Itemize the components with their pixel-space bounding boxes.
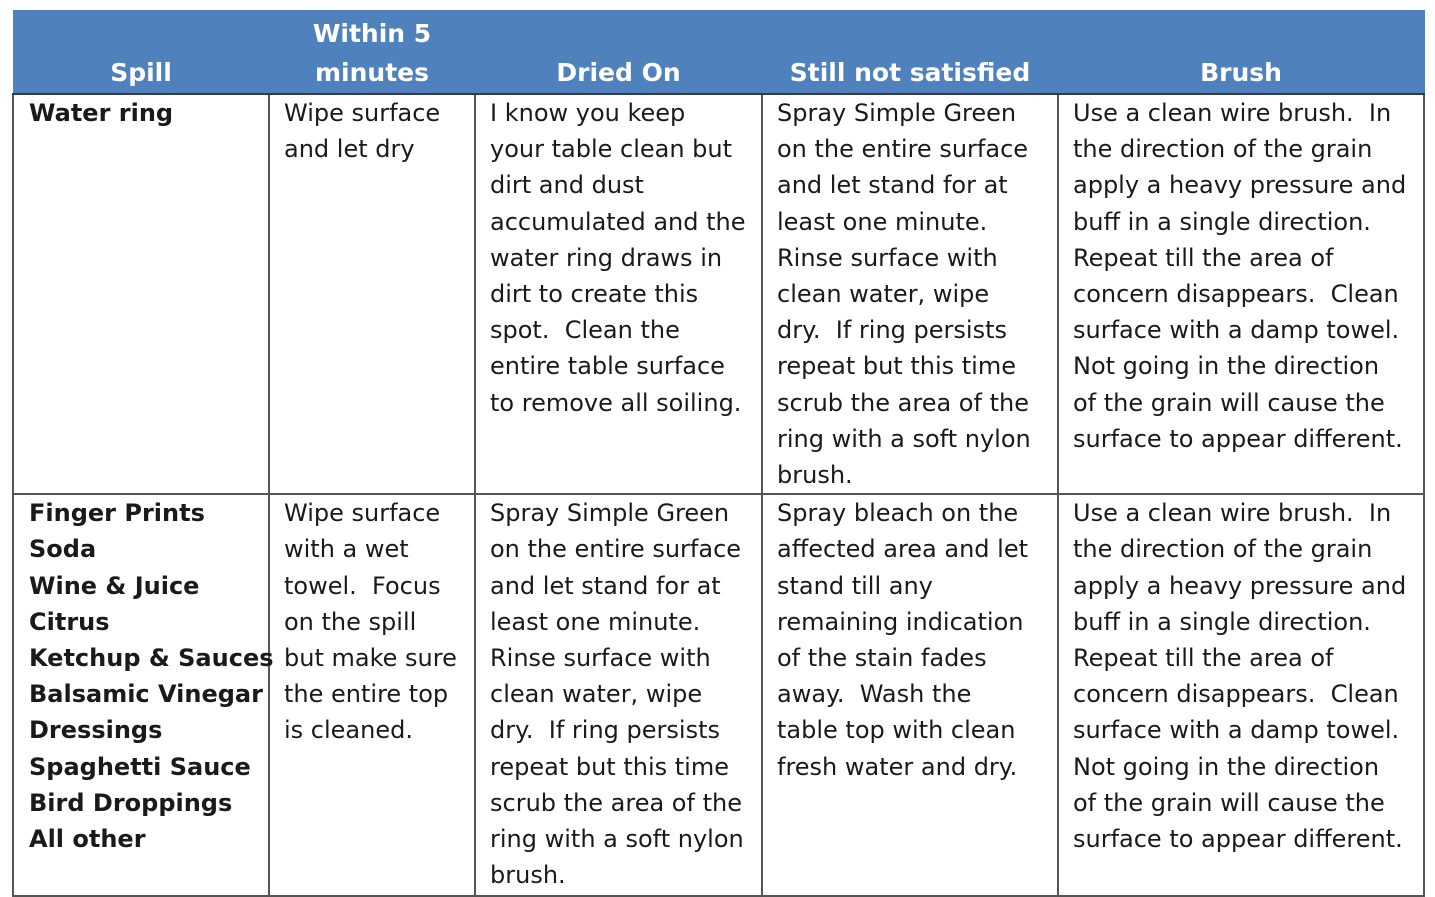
- cell-text-line: Not going in the direction: [1073, 352, 1380, 381]
- cell-text-line: of the grain will cause the: [1073, 788, 1385, 817]
- cell-text-line: the entire top: [284, 680, 449, 709]
- cell-text-line: on the entire surface: [490, 535, 742, 564]
- cell-text-line: apply a heavy pressure and: [1073, 171, 1407, 200]
- cell-text-line: Bird Droppings: [29, 788, 233, 817]
- cell-text-line: least one minute.: [490, 607, 701, 636]
- cell-text-line: dry. If ring persists: [490, 716, 720, 745]
- cell-text-line: Repeat till the area of: [1073, 243, 1334, 272]
- spill-cleaning-table: [12, 10, 1425, 897]
- header-dried-on: Dried On: [475, 10, 762, 94]
- cell-text-line: I know you keep: [490, 99, 686, 127]
- cell-text-line: concern disappears. Clean: [1073, 280, 1399, 309]
- cell-text-line: clean water, wipe: [490, 680, 703, 709]
- cell-text-line: Wine & Juice: [29, 571, 200, 600]
- cell-text-line: your table clean but: [490, 135, 733, 164]
- spill-cell: [13, 494, 274, 896]
- cell-text-line: Spray Simple Green: [777, 99, 1017, 127]
- cell-text-line: dirt to create this: [490, 280, 699, 309]
- cell-text-line: surface to appear different.: [1073, 424, 1403, 453]
- cell-text-line: surface with a damp towel.: [1073, 716, 1400, 745]
- header-within-5-line-2: minutes: [314, 58, 429, 87]
- cell-text-line: water ring draws in: [490, 243, 723, 272]
- cell-text-line: Finger Prints: [29, 499, 205, 528]
- cell-text-line: ring with a soft nylon: [490, 825, 744, 854]
- cell-text-line: Water ring: [29, 99, 174, 127]
- brush-cell: [1058, 94, 1424, 494]
- cell-text-line: surface with a damp towel.: [1073, 316, 1400, 345]
- dried-on-cell: [475, 94, 762, 494]
- cell-text-line: scrub the area of the: [777, 388, 1029, 417]
- header-still-not-satisfied: Still not satisfied: [762, 10, 1058, 94]
- cell-text-line: stand till any: [777, 571, 933, 600]
- cell-text-line: Spray bleach on the: [777, 499, 1019, 528]
- cell-text-line: Rinse surface with: [777, 243, 998, 272]
- cell-text-line: Repeat till the area of: [1073, 644, 1334, 673]
- cell-text-line: and let dry: [284, 135, 415, 164]
- cell-text-line: apply a heavy pressure and: [1073, 571, 1407, 600]
- cell-text-line: scrub the area of the: [490, 788, 742, 817]
- within-5-minutes-cell: [269, 94, 475, 494]
- still-not-satisfied-cell: [762, 94, 1058, 494]
- cell-text-line: clean water, wipe: [777, 280, 990, 309]
- cell-text-line: away. Wash the: [777, 680, 972, 709]
- cell-text-line: Spaghetti Sauce: [29, 752, 251, 781]
- cell-text-line: on the spill: [284, 607, 417, 636]
- header-brush: Brush: [1058, 10, 1424, 94]
- cell-text-line: buff in a single direction.: [1073, 607, 1371, 636]
- spill-cell: [13, 94, 269, 494]
- cell-text-line: towel. Focus: [284, 571, 441, 600]
- header-spill: Spill: [13, 10, 269, 94]
- cell-text-line: on the entire surface: [777, 135, 1029, 164]
- cell-text-line: and let stand for at: [490, 571, 721, 600]
- cell-text-line: repeat but this time: [777, 352, 1016, 381]
- header-within-5-minutes: [269, 10, 475, 94]
- cell-text-line: Rinse surface with: [490, 644, 711, 673]
- brush-cell: [1058, 494, 1424, 896]
- dried-on-cell: [475, 494, 762, 896]
- cell-text-line: fresh water and dry.: [777, 752, 1018, 781]
- header-within-5-line-1: Within 5: [312, 19, 432, 48]
- cell-text-line: the direction of the grain: [1073, 535, 1373, 564]
- cell-text-line: Wipe surface: [284, 99, 441, 127]
- cell-text-line: surface to appear different.: [1073, 825, 1403, 854]
- table-row: [13, 494, 1424, 896]
- cell-text-line: repeat but this time: [490, 752, 729, 781]
- cell-text-line: the direction of the grain: [1073, 135, 1373, 164]
- cell-text-line: entire table surface: [490, 352, 725, 381]
- table-body: [13, 94, 1424, 896]
- cell-text-line: affected area and let: [777, 535, 1029, 564]
- cell-text-line: and let stand for at: [777, 171, 1008, 200]
- cell-text-line: Dressings: [29, 716, 163, 745]
- cell-text-line: table top with clean: [777, 716, 1016, 745]
- cell-text-line: but make sure: [284, 644, 457, 673]
- still-not-satisfied-cell: [762, 494, 1058, 896]
- table-row: [13, 94, 1424, 494]
- cell-text-line: brush.: [777, 461, 853, 490]
- within-5-minutes-cell: [269, 494, 475, 896]
- cell-text-line: Spray Simple Green: [490, 499, 730, 528]
- header-row: [13, 10, 1424, 94]
- cell-text-line: Not going in the direction: [1073, 752, 1380, 781]
- cell-text-line: dry. If ring persists: [777, 316, 1007, 345]
- cell-text-line: with a wet: [284, 535, 409, 564]
- cell-text-line: Ketchup & Sauces: [29, 644, 274, 673]
- cell-text-line: spot. Clean the: [490, 316, 680, 345]
- cell-text-line: remaining indication: [777, 607, 1024, 636]
- cell-text-line: Balsamic Vinegar: [29, 680, 263, 709]
- cell-text-line: Soda: [29, 535, 97, 564]
- cell-text-line: brush.: [490, 861, 566, 890]
- cell-text-line: accumulated and the: [490, 207, 746, 236]
- cell-text-line: All other: [29, 825, 146, 854]
- cell-text-line: ring with a soft nylon: [777, 424, 1031, 453]
- cell-text-line: Use a clean wire brush. In: [1073, 99, 1392, 127]
- cell-text-line: Use a clean wire brush. In: [1073, 499, 1392, 528]
- cell-text-line: dirt and dust: [490, 171, 644, 200]
- cell-text-line: to remove all soiling.: [490, 388, 742, 417]
- cell-text-line: is cleaned.: [284, 716, 413, 745]
- cell-text-line: concern disappears. Clean: [1073, 680, 1399, 709]
- cell-text-line: buff in a single direction.: [1073, 207, 1371, 236]
- cell-text-line: Citrus: [29, 607, 110, 636]
- cell-text-line: of the grain will cause the: [1073, 388, 1385, 417]
- table-header: [13, 10, 1424, 94]
- cell-text-line: of the stain fades: [777, 644, 987, 673]
- cell-text-line: least one minute.: [777, 207, 988, 236]
- cell-text-line: Wipe surface: [284, 499, 441, 528]
